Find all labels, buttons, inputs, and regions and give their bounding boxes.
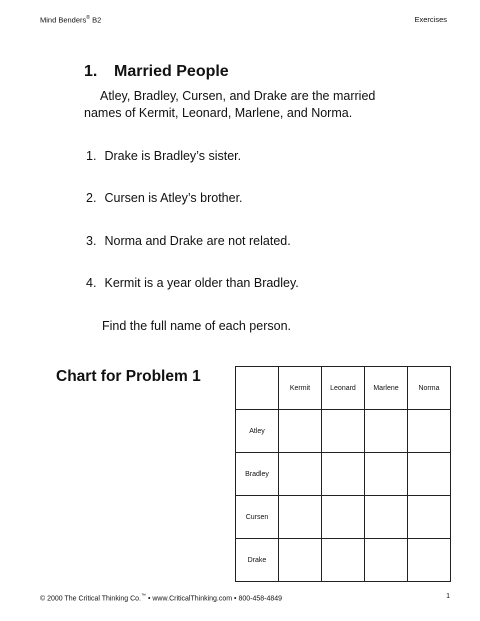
contact-text: • www.CriticalThinking.com • 800-458-4849	[146, 595, 283, 603]
problem-intro: Atley, Bradley, Cursen, and Drake are the married names of Kermit, Leonard, Marlene, and Norma.	[84, 89, 376, 120]
footer-copyright	[40, 593, 282, 602]
grid-cell[interactable]	[408, 539, 451, 582]
grid-row	[236, 539, 451, 582]
grid-row-header: Drake	[236, 539, 279, 582]
grid-row-header: Bradley	[236, 453, 279, 496]
grid-cell[interactable]	[408, 453, 451, 496]
grid-column-header: Leonard	[322, 367, 365, 410]
grid-cell[interactable]	[365, 410, 408, 453]
grid-cell[interactable]	[322, 539, 365, 582]
problem-title: Married People	[114, 63, 229, 80]
clue-text: Kermit is a year older than Bradley.	[104, 276, 299, 290]
clue-number: 1.	[86, 149, 97, 163]
grid-row	[236, 410, 451, 453]
grid-column-header: Norma	[408, 367, 451, 410]
clue-3	[86, 234, 291, 248]
running-header-book	[40, 15, 101, 25]
copyright-text: © 2000 The Critical Thinking Co.	[40, 595, 142, 603]
grid-cell[interactable]	[322, 410, 365, 453]
grid-row-header: Atley	[236, 410, 279, 453]
clue-number: 4.	[86, 276, 97, 290]
grid-cell[interactable]	[365, 496, 408, 539]
book-title: Mind Benders	[40, 15, 87, 25]
grid-cell[interactable]	[279, 410, 322, 453]
grid-cell[interactable]	[322, 453, 365, 496]
clue-text: Drake is Bradley’s sister.	[104, 149, 242, 163]
grid-row-header: Cursen	[236, 496, 279, 539]
book-level: B2	[92, 15, 102, 25]
trademark-mark: ™	[141, 593, 147, 599]
clue-text: Cursen is Atley’s brother.	[104, 191, 243, 205]
registered-mark: ®	[86, 15, 90, 21]
grid-cell[interactable]	[365, 453, 408, 496]
clue-1	[86, 149, 241, 163]
clue-2	[86, 191, 243, 205]
grid-cell[interactable]	[408, 410, 451, 453]
clue-text: Norma and Drake are not related.	[104, 234, 291, 248]
problem-heading	[84, 63, 229, 81]
grid-row	[236, 453, 451, 496]
page-number: 1	[446, 593, 450, 600]
clue-number: 2.	[86, 191, 97, 205]
grid-row	[236, 496, 451, 539]
logic-grid	[235, 366, 451, 582]
problem-instruction: Find the full name of each person.	[102, 319, 292, 333]
grid-cell[interactable]	[279, 496, 322, 539]
grid-corner-cell	[236, 367, 279, 410]
grid-column-header: Marlene	[365, 367, 408, 410]
grid-header-row	[236, 367, 451, 410]
chart-title: Chart for Problem 1	[56, 368, 201, 385]
grid-column-header: Kermit	[279, 367, 322, 410]
grid-cell[interactable]	[279, 539, 322, 582]
grid-cell[interactable]	[408, 496, 451, 539]
problem-number: 1.	[84, 63, 98, 80]
running-header-section: Exercises	[414, 15, 447, 24]
grid-cell[interactable]	[365, 539, 408, 582]
grid-cell[interactable]	[279, 453, 322, 496]
clue-number: 3.	[86, 234, 97, 248]
grid-cell[interactable]	[322, 496, 365, 539]
clue-4	[86, 276, 299, 290]
